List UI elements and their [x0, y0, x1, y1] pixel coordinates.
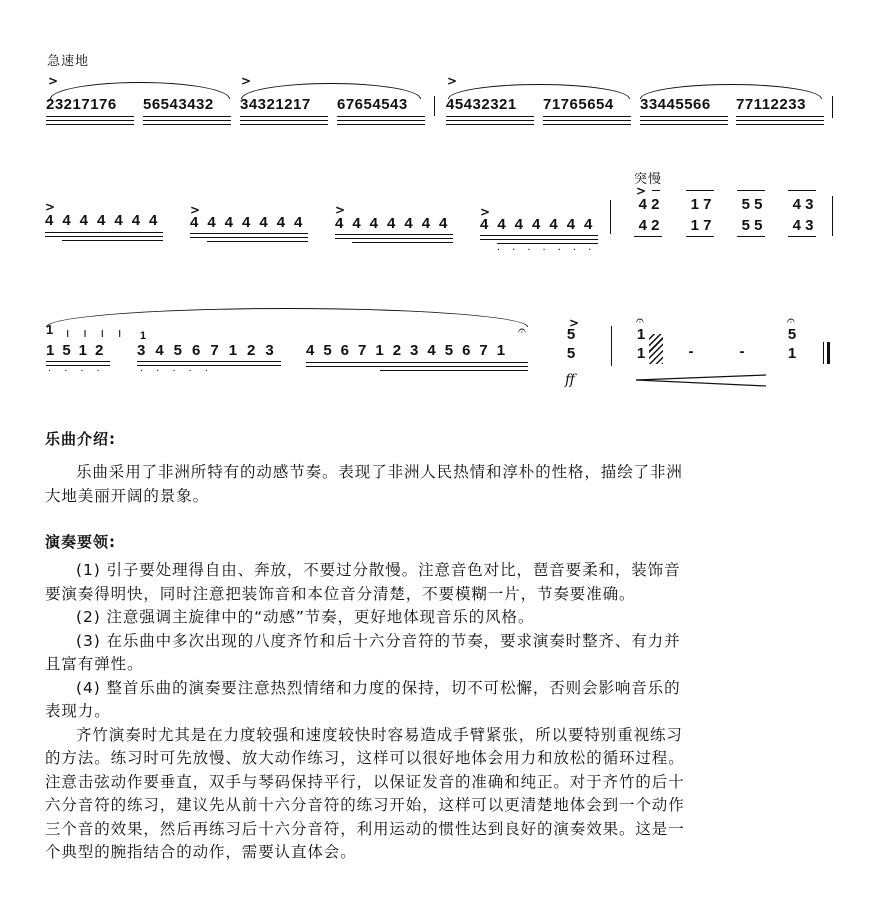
fermata-icon: 𝄐: [787, 313, 795, 329]
beam: [497, 243, 598, 244]
beam: [640, 120, 728, 121]
barline: [434, 96, 435, 116]
beam: [207, 241, 308, 242]
note-group: 77112233: [736, 96, 806, 113]
beam: [446, 116, 534, 117]
octave-pair-lower: 5 5: [741, 217, 763, 234]
beam: [640, 116, 728, 117]
tempo-marking: 急速地: [47, 54, 90, 69]
low-octave-dots: ·······: [497, 245, 604, 256]
beam: [543, 120, 631, 121]
rest-dash: -: [739, 343, 745, 360]
performance-line: 的方法。练习时可先放慢、放大动作练习，这样可以很好地体会用力和放松的循环过程。: [45, 749, 685, 767]
beam: [736, 124, 824, 125]
beam: [788, 190, 816, 191]
octave-pair-lower: 1 7: [690, 217, 712, 234]
octave-pair-lower: 4 3: [792, 217, 814, 234]
fermata-icon: 𝄐: [518, 323, 526, 339]
chord-lower: 5: [566, 345, 576, 362]
beam: [543, 124, 631, 125]
performance-line: 注意击弦动作要垂直，双手与琴码保持平行，以保证发音的准确和纯正。对于齐竹的后十: [45, 772, 685, 791]
accent-mark: >: [335, 203, 346, 217]
note-group: 45432321: [446, 96, 517, 113]
beam: [46, 116, 134, 117]
performance-line: 个典型的腕指结合的动作，需要认直体会。: [45, 843, 357, 861]
beam: [480, 235, 598, 236]
performance-line: (2) 注意强调主旋律中的“动感”节奏，更好地体现音乐的风格。: [76, 608, 535, 626]
beam: [335, 234, 453, 235]
beam: [306, 366, 528, 367]
beam: [788, 236, 816, 237]
beam: [46, 361, 110, 362]
performance-line: 齐竹演奏时尤其是在力度较强和速度较快时容易造成手臂紧张，所以要特别重视练习: [76, 725, 683, 744]
accent-mark: >: [241, 74, 252, 88]
note-group: 34321217: [240, 96, 311, 113]
grace-note: 1: [46, 322, 54, 337]
beam: [190, 233, 308, 234]
intro-paragraph: [45, 461, 835, 508]
beam: [62, 240, 163, 241]
beam: [480, 239, 598, 240]
beam: [240, 120, 328, 121]
final-barline-thick: [827, 342, 830, 364]
note-group: 34567123: [137, 342, 284, 359]
beam: [240, 124, 328, 125]
intro-line: 大地美丽开阔的景象。: [45, 486, 210, 505]
barline: [611, 326, 612, 366]
barline: [832, 196, 833, 236]
performance-line: 要演奏得明快，同时注意把装饰音和本位音分清楚，不要模糊一片，节奏要准确。: [45, 584, 636, 603]
last-chord-lower: 1: [787, 345, 797, 362]
beam: [190, 237, 308, 238]
note-group: 1512: [46, 342, 112, 359]
performance-line: 且富有弹性。: [45, 655, 144, 673]
beam: [446, 124, 534, 125]
beam: [337, 116, 425, 117]
beam: [143, 116, 231, 117]
beam: [686, 236, 714, 237]
accent-mark: >: [48, 74, 59, 88]
beam: [337, 120, 425, 121]
beam: [737, 190, 765, 191]
barline: [610, 200, 611, 234]
beam: [634, 236, 662, 237]
beam: [45, 232, 163, 233]
note-group: 67654543: [337, 96, 408, 113]
note-group: 71765654: [543, 96, 614, 113]
accent-mark: >: [480, 205, 491, 219]
beam: [335, 238, 453, 239]
note-group: 23217176: [46, 96, 117, 113]
beam: [380, 370, 528, 371]
final-chord-lower: 1: [636, 345, 646, 362]
final-barline-thin: [823, 342, 824, 364]
low-octave-dots: ·····: [140, 366, 221, 377]
octave-pair-upper: 5 5: [741, 196, 763, 213]
accent-mark: >: [45, 200, 56, 214]
performance-line: (1) 引子要处理得自由、奔放，不要过分散慢。注意音色对比，琶音要柔和，装饰音: [76, 561, 681, 579]
beam: [240, 116, 328, 117]
slur: [46, 308, 528, 327]
octave-pair-upper: 1 7: [690, 196, 712, 213]
grace-marks: ıııı: [66, 326, 136, 340]
final-chord-upper: 1: [636, 326, 646, 343]
dynamic-ff: ff: [565, 372, 575, 388]
grace-note: 1: [140, 330, 147, 342]
barline: [832, 96, 833, 118]
beam: [737, 236, 765, 237]
octave-pair-upper: 4 2: [638, 196, 660, 213]
chord-upper: 5: [566, 326, 576, 343]
beam: [143, 120, 231, 121]
note-group: 33445566: [640, 96, 711, 113]
performance-line: 六分音符的练习，建议先从前十六分音符的练习开始，这样可以更清楚地体会到一个动作: [45, 796, 685, 814]
intro-line: 乐曲采用了非洲所特有的动感节奏。表现了非洲人民热情和淳朴的性格，描绘了非洲: [76, 463, 683, 481]
note-group: 4444444: [190, 214, 312, 231]
performance-paragraph: [45, 559, 835, 865]
beam: [46, 124, 134, 125]
fermata-icon: 𝄐: [636, 313, 644, 329]
beam: [736, 120, 824, 121]
performance-line: (4) 整首乐曲的演奏要注意热烈情绪和力度的保持，切不可松懈，否则会影响音乐的: [76, 678, 681, 697]
beam: [352, 242, 453, 243]
accent-mark: >: [636, 184, 647, 198]
intro-title: 乐曲介绍:: [45, 430, 116, 448]
performance-line: (3) 在乐曲中多次出现的八度齐竹和后十六分音符的节奏，要求演奏时整齐、有力并: [76, 631, 681, 650]
note-group: 456712345671: [306, 342, 515, 359]
beam: [686, 190, 714, 191]
beam: [45, 236, 163, 237]
beam: [137, 361, 281, 362]
octave-pair-upper: 4 3: [792, 196, 814, 213]
octave-pair-lower: 4 2: [638, 217, 660, 234]
beam: [143, 124, 231, 125]
rest-dash: -: [688, 343, 694, 360]
accent-mark: >: [447, 74, 458, 88]
tempo-change-marking: 突慢: [634, 172, 663, 187]
beam: [46, 120, 134, 121]
performance-title: 演奏要领:: [45, 533, 116, 551]
last-chord-upper: 5: [787, 326, 797, 343]
beam: [652, 190, 660, 191]
performance-line: 三个音的效果，然后再练习后十六分音符，利用运动的惯性达到良好的演奏效果。这是一: [45, 819, 685, 838]
accent-mark: >: [190, 203, 201, 217]
note-group: 56543432: [143, 96, 214, 113]
beam: [640, 124, 728, 125]
note-group: 4444444: [480, 216, 602, 233]
accent-mark: >: [569, 316, 580, 330]
beam: [446, 120, 534, 121]
low-octave-dots: ····: [48, 366, 113, 377]
note-group: 4444444: [335, 215, 457, 232]
tremolo-icon: [649, 334, 663, 364]
beam: [306, 362, 528, 363]
note-group: 4444444: [45, 212, 167, 229]
decrescendo-hairpin-icon: [636, 374, 768, 388]
beam: [736, 116, 824, 117]
beam: [337, 124, 425, 125]
beam: [543, 116, 631, 117]
performance-line: 表现力。: [45, 702, 111, 720]
